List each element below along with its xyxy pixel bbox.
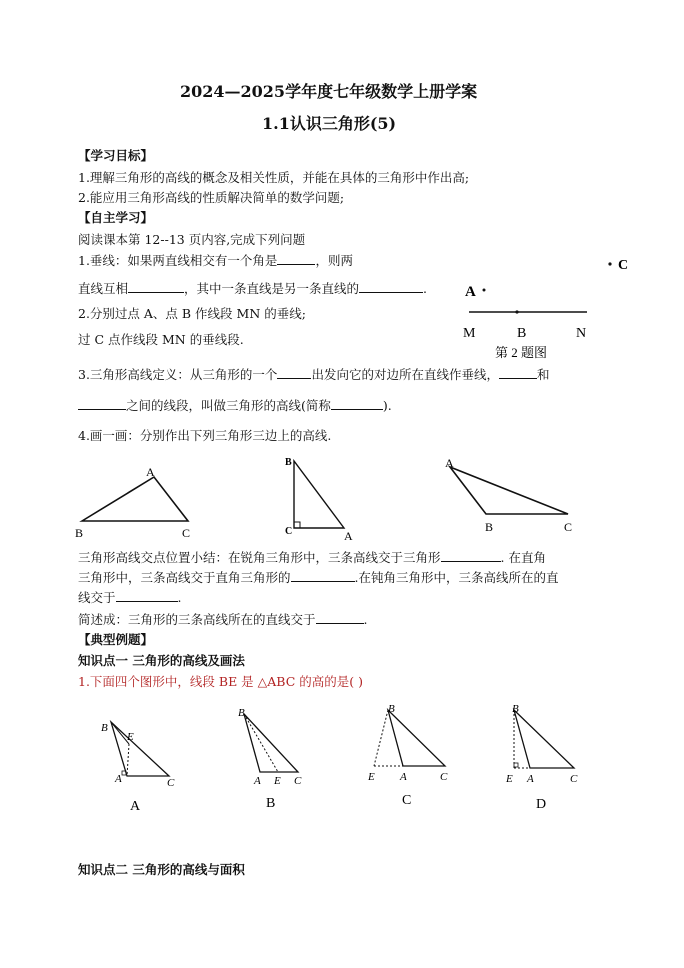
question-4: 4.画一画：分别作出下列三角形三边上的高线. (78, 428, 332, 443)
point-label: A (400, 771, 407, 783)
option-d-figure[interactable] (500, 700, 600, 815)
triangle-right (280, 452, 360, 542)
segment-be (244, 714, 278, 772)
self-study-intro: 阅读课本第 12--13 页内容,完成下列问题 (78, 232, 306, 247)
goal-item: 2.能应用三角形高线的性质解决简单的数学问题; (78, 190, 345, 205)
example-question-1: 1.下面四个图形中，线段 BE 是 △ABC 的高的是( ) (78, 674, 363, 689)
point-b-dot (515, 310, 518, 313)
question-1-line1 (78, 252, 353, 269)
q1-text-a: 1.垂线：如果两直线相交有一个角是 (78, 253, 278, 268)
point-label: A (527, 773, 534, 785)
vertex-label: B (285, 457, 292, 468)
q3-text-a: 3.三角形高线定义：从三角形的一个 (78, 367, 278, 382)
option-label: B (266, 796, 276, 811)
vertex-label: A (445, 456, 454, 470)
point-a-label: A (465, 284, 476, 300)
question-3-line1 (78, 366, 549, 383)
answer-blank[interactable] (359, 280, 423, 293)
segment-be (374, 710, 388, 766)
point-label: C (294, 775, 302, 787)
point-label: B (388, 703, 395, 715)
point-c-dot (608, 262, 611, 265)
brief-line (78, 611, 368, 628)
self-study-heading: 【自主学习】 (78, 210, 154, 225)
point-a-dot (483, 289, 486, 292)
vertex-label: C (564, 520, 573, 534)
question-2-line2: 过 C 点作线段 MN 的垂线段. (78, 332, 244, 347)
goals-heading: 【学习目标】 (78, 148, 154, 163)
triangle-obtuse (440, 455, 590, 540)
page-title: 2024—2025学年度七年级数学上册学案 (180, 82, 478, 101)
question-1-line2 (78, 280, 427, 297)
q1-text-c: 直线互相 (78, 281, 129, 296)
option-label: C (402, 793, 412, 808)
triangle-shape (111, 722, 169, 776)
triangle-shape (244, 714, 298, 772)
summary-text: 三角形中，三条高线交于直角三角形的 (78, 570, 291, 585)
vertex-label: B (485, 520, 494, 534)
triangle-acute (70, 462, 200, 542)
point-label: C (440, 771, 448, 783)
q1-text-b: ，则两 (315, 253, 353, 268)
point-label: E (127, 731, 134, 743)
answer-blank[interactable] (499, 366, 537, 379)
point-label: B (512, 703, 519, 715)
q3-text-e: ). (382, 398, 392, 413)
vertex-label: A (146, 465, 155, 479)
q1-text-d: ，其中一条直线是另一条直线的 (184, 281, 360, 296)
point-label: B (101, 722, 108, 734)
option-a-figure[interactable] (95, 712, 185, 817)
answer-blank[interactable] (441, 549, 501, 562)
option-label: D (536, 797, 547, 812)
goal-item: 1.理解三角形的高线的概念及相关性质，并能在具体的三角形中作出高; (78, 170, 470, 185)
point-label: B (238, 707, 245, 719)
summary-line2 (78, 569, 559, 586)
question-3-line2 (78, 397, 392, 414)
summary-line1 (78, 549, 546, 566)
label-m: M (463, 326, 476, 341)
triangle-shape (82, 477, 188, 521)
q1-text-e: . (423, 281, 428, 296)
point-label: C (570, 773, 578, 785)
answer-blank[interactable] (116, 589, 178, 602)
summary-text: .在钝角三角形中，三条高线所在的直 (354, 570, 559, 585)
brief-text: 简述成：三角形的三条高线所在的直线交于 (78, 612, 316, 627)
summary-text: . (177, 590, 182, 605)
vertex-label: C (182, 526, 191, 540)
answer-blank[interactable] (291, 569, 355, 582)
right-angle-mark (514, 763, 518, 767)
point-c-label: C (618, 258, 629, 273)
answer-blank[interactable] (331, 397, 383, 410)
point-label: A (254, 775, 261, 787)
knowledge-point-2: 知识点二 三角形的高线与面积 (78, 862, 245, 877)
answer-blank[interactable] (277, 366, 311, 379)
brief-text: . (363, 612, 368, 627)
answer-blank[interactable] (277, 252, 315, 265)
answer-blank[interactable] (128, 280, 184, 293)
triangle-shape (514, 710, 574, 768)
triangle-shape (294, 461, 344, 528)
vertex-label: B (75, 526, 84, 540)
right-angle-mark (294, 522, 300, 528)
vertex-label: C (285, 526, 293, 537)
point-label: E (368, 771, 375, 783)
option-c-figure[interactable] (360, 698, 460, 813)
answer-blank[interactable] (78, 397, 126, 410)
option-label: A (130, 799, 141, 814)
option-b-figure[interactable] (230, 702, 320, 812)
q2-figure (455, 250, 645, 365)
point-label: E (274, 775, 281, 787)
summary-text: 线交于 (78, 590, 116, 605)
point-label: C (167, 777, 175, 789)
q3-text-d: 之间的线段，叫做三角形的高线(简称 (126, 398, 331, 413)
lesson-title: 1.1认识三角形(5) (262, 114, 397, 133)
examples-heading: 【典型例题】 (78, 632, 154, 647)
question-2-line1: 2.分别过点 A、点 B 作线段 MN 的垂线; (78, 306, 306, 321)
label-b: B (517, 326, 527, 341)
dashed-line (127, 744, 129, 776)
knowledge-point-1: 知识点一 三角形的高线及画法 (78, 653, 245, 668)
triangle-shape (388, 710, 445, 766)
q3-text-b: 出发向它的对边所在直线作垂线， (311, 367, 499, 382)
answer-blank[interactable] (316, 611, 364, 624)
point-label: E (506, 773, 513, 785)
figure-caption: 第 2 题图 (495, 345, 548, 360)
summary-text: . 在直角 (500, 550, 546, 565)
vertex-label: A (344, 529, 353, 543)
label-n: N (576, 326, 587, 341)
q3-text-c: 和 (536, 367, 550, 382)
summary-text: 三角形高线交点位置小结：在锐角三角形中，三条高线交于三角形 (78, 550, 441, 565)
summary-line3 (78, 589, 182, 606)
point-label: A (115, 773, 122, 785)
triangle-shape (450, 467, 568, 514)
